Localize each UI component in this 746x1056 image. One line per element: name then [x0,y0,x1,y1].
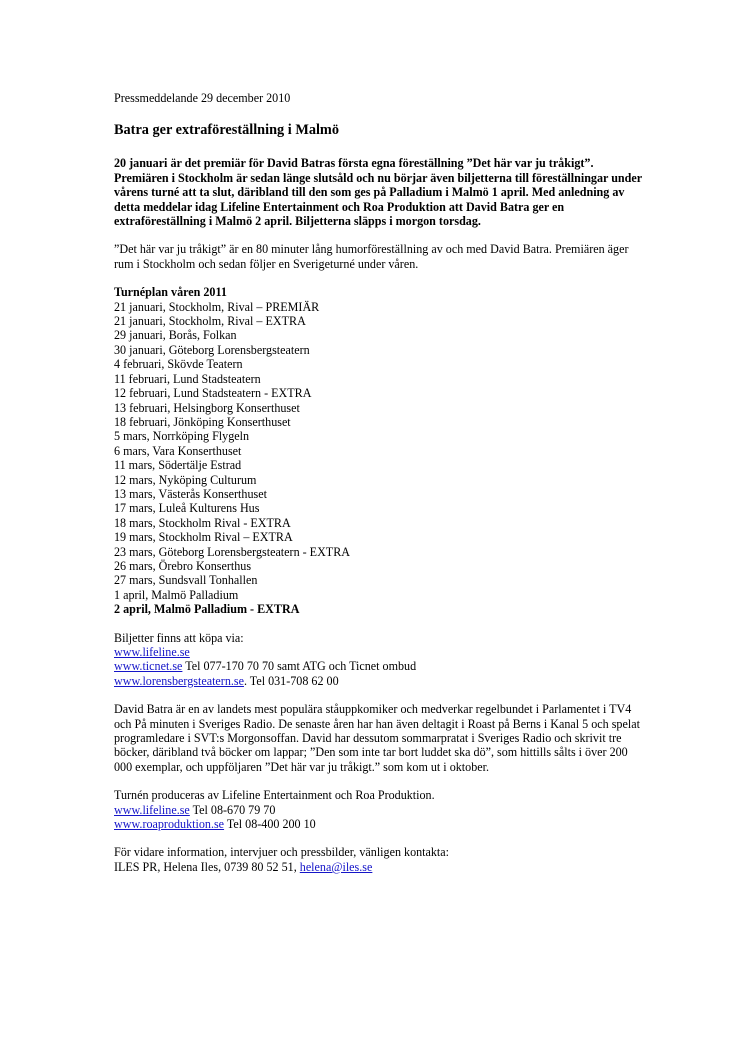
press-release-page [114,91,644,874]
production-lifeline-phone: Tel 08-670 79 70 [189,802,276,817]
production-text: Turnén produceras av Lifeline Entertainment och Roa Produktion. [114,788,435,803]
tour-date-item: 21 januari, Stockholm, Rival – PREMIÄR [114,299,320,314]
tour-date-item: 29 januari, Borås, Folkan [114,328,237,343]
lorensbergsteatern-link[interactable]: www.lorensbergsteatern.se [114,673,244,688]
lead-paragraph: 20 januari är det premiär för David Batras första egna föreställning ”Det här var ju tråkigt”. Premiären i Stockholm är sedan länge slutsåld och nu börjar även biljetterna till föreställningar under vårens turné att ta slut, däribland till den som ges på Palladium i Malmö 1 april. Med anledning av detta meddelar idag Lifeline Entertainment och Roa Produktion att David Batra ger en extraföreställning i Malmö 2 april. Biljetterna släpps i morgon torsdag. [114,156,642,229]
tour-date-item: 4 februari, Skövde Teatern [114,357,243,372]
tour-date-item: 18 mars, Stockholm Rival - EXTRA [114,515,291,530]
tour-section [114,285,644,616]
contact-section [114,845,644,874]
tickets-line-lifeline [114,645,644,659]
tour-date-item: 12 mars, Nyköping Culturum [114,472,257,487]
lifeline-link[interactable]: www.lifeline.se [114,645,190,659]
tour-date-item: 19 mars, Stockholm Rival – EXTRA [114,530,293,545]
tickets-heading: Biljetter finns att köpa via: [114,630,244,645]
tour-date-item: 1 april, Malmö Palladium [114,587,239,602]
production-line-lifeline [114,803,644,817]
tour-date-item: 12 februari, Lund Stadsteatern - EXTRA [114,386,312,401]
tour-date-item: 27 mars, Sundsvall Tonhallen [114,573,258,588]
tour-date-item: 13 mars, Västerås Konserthuset [114,486,267,501]
tour-date-item: 30 januari, Göteborg Lorensbergsteatern [114,342,310,357]
lorensberg-phone-text: . Tel 031-708 62 00 [243,673,339,688]
ticnet-phone-text: Tel 077-170 70 70 samt ATG och Ticnet ombud [182,659,417,674]
contact-details: ILES PR, Helena Iles, 0739 80 52 51, [114,859,300,874]
dateline: Pressmeddelande 29 december 2010 [114,91,291,105]
production-lifeline-link[interactable]: www.lifeline.se [114,802,190,817]
tickets-line-ticnet [114,659,644,673]
tour-date-item: 5 mars, Norrköping Flygeln [114,429,250,444]
contact-line [114,860,644,874]
tour-heading: Turnéplan våren 2011 [114,285,227,300]
tour-date-item: 23 mars, Göteborg Lorensbergsteatern - EXTRA [114,544,350,559]
tour-date-item: 11 februari, Lund Stadsteatern [114,371,261,386]
tour-date-item: 21 januari, Stockholm, Rival – EXTRA [114,314,306,329]
tour-date-item: 26 mars, Örebro Konserthus [114,558,252,573]
tour-date-item: 18 februari, Jönköping Konserthuset [114,414,291,429]
tour-date-item: 6 mars, Vara Konserthuset [114,443,242,458]
page-title: Batra ger extraföreställning i Malmö [114,122,339,139]
tour-date-list [114,300,644,617]
tickets-line-lorensberg [114,674,644,688]
production-roa-phone: Tel 08-400 200 10 [224,817,316,832]
tour-date-item: 17 mars, Luleå Kulturens Hus [114,501,260,516]
bio-paragraph: David Batra är en av landets mest populära ståuppkomiker och medverkar regelbundet i Parlamentet i TV4 och På minuten i Sveriges Radio. De senaste åren har han även deltagit i Roast på Berns i Kanal 5 och spelat programledare i SVT:s Morgonsoffan. David har dessutom sommarpratat i Sveriges Radio och skrivit tre böcker, däribland två böcker om lappar; ”Den som inte tar bort luddet ska dö”, som hittills sålts i över 200 000 exemplar, och uppföljaren ”Det här var ju tråkigt.” som kom ut i oktober. [114,702,640,774]
contact-email-link[interactable]: helena@iles.se [299,859,373,874]
production-line-roa [114,817,644,831]
tour-date-highlight: 2 april, Malmö Palladium - EXTRA [114,602,300,617]
tour-date-item: 11 mars, Södertälje Estrad [114,458,242,473]
tour-date-item: 13 februari, Helsingborg Konserthuset [114,400,300,415]
ticnet-link[interactable]: www.ticnet.se [114,659,183,674]
tickets-section [114,631,644,689]
roaproduktion-link[interactable]: www.roaproduktion.se [114,817,225,832]
production-section [114,788,644,831]
intro-paragraph: ”Det här var ju tråkigt” är en 80 minuter lång humorföreställning av och med David Batra. Premiären äger rum i Stockholm och sedan följer en Sverigeturné under våren. [114,242,629,271]
contact-text: För vidare information, intervjuer och pressbilder, vänligen kontakta: [114,845,450,860]
